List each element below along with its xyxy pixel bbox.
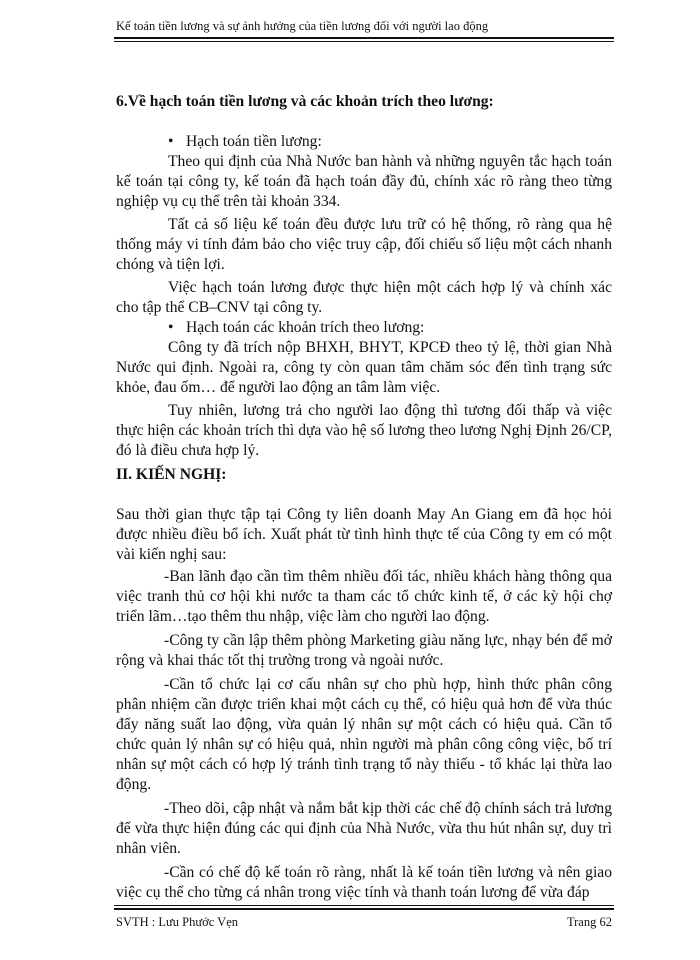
footer-rule-thin [114,905,614,906]
bullet-icon: • [168,133,174,150]
page-footer [114,903,614,930]
bullet-icon: • [168,319,174,336]
bullet-item [168,318,612,338]
bullet-label: Hạch toán tiền lương: [186,133,322,150]
paragraph: Việc hạch toán lương được thực hiện một cách hợp lý và chính xác cho tập thể CB–CNV tại công ty. [116,279,612,316]
footer-page-number: Trang 62 [566,915,612,929]
header-rule-thin [114,41,614,42]
footer-author: SVTH : Lưu Phước Vẹn [116,915,239,929]
section-2-title: II. KIẾN NGHỊ: [116,466,227,483]
header-title: Kế toán tiền lương và sự ảnh hưởng của tiền lương đối với người lao động [116,19,489,33]
paragraph: Tuy nhiên, lương trả cho người lao động thì tương đối thấp và việc thực hiện các khoản trích thì dựa vào hệ số lương theo lương Nghị Định 26/CP, đó là điều chưa hợp lý. [116,402,612,459]
paragraph: Công ty đã trích nộp BHXH, BHYT, KPCĐ theo tỷ lệ, thời gian Nhà Nước qui định. Ngoài ra, công ty còn quan tâm chăm sóc đến tình trạng sức khỏe, đau ốm… để người lao động an tâm làm việc. [116,339,612,396]
bullet-label: Hạch toán các khoản trích theo lương: [186,319,425,336]
header-rule-thick [114,37,614,39]
bullet-item [168,132,612,152]
recommendation: -Ban lãnh đạo cần tìm thêm nhiều đối tác, nhiều khách hàng thông qua việc tranh thủ cơ hội khi nước ta tham các tổ chức kinh tế, ở các kỳ hội chợ triển lãm…tạo thêm thu nhập, việc làm cho người lao động. [116,568,612,625]
page-header [114,18,614,42]
recommendation: -Công ty cần lập thêm phòng Marketing giàu năng lực, nhạy bén để mở rộng và khai thác tốt thị trường trong và ngoài nước. [116,632,612,669]
section-6-title: 6.Về hạch toán tiền lương và các khoản trích theo lương: [116,93,494,110]
paragraph: Tất cả số liệu kế toán đều được lưu trữ có hệ thống, rõ ràng qua hệ thống máy vi tính đảm bảo cho việc truy cập, đối chiếu số liệu một cách nhanh chóng và tiện lợi. [116,216,612,273]
paragraph: Theo qui định của Nhà Nước ban hành và những nguyên tắc hạch toán kế toán tại công ty, kế toán đã hạch toán đầy đủ, chính xác rõ ràng theo từng nghiệp vụ cụ thể trên tài khoản 334. [116,153,612,210]
recommendation: -Theo dõi, cập nhật và nắm bắt kịp thời các chế độ chính sách trả lương để vừa thực hiện đúng các qui định của Nhà Nước, vừa thu hút nhân sự, duy trì nhân viên. [116,800,612,857]
recommendation: -Cần có chế độ kế toán rõ ràng, nhất là kế toán tiền lương và nên giao việc cụ thể cho từng cá nhân trong việc tính và thanh toán lương để vừa đáp [116,864,612,901]
paragraph: Sau thời gian thực tập tại Công ty liên doanh May An Giang em đã học hỏi được nhiều điều bổ ích. Xuất phát từ tình hình thực tế của Công ty em có một vài kiến nghị sau: [116,506,612,563]
recommendation: -Cần tổ chức lại cơ cấu nhân sự cho phù hợp, hình thức phân công phân nhiệm cần được triển khai một cách cụ thể, có hiệu quả hơn để vừa thúc đẩy năng suất lao động, vừa quản lý nhân sự một cách có hiệu quả. Cần tổ chức quản lý nhân sự có hiệu quả, nhìn người mà phân công công việc, bố trí nhân sự một cách có hợp lý tránh tình trạng tổ này thiếu - tổ khác lại thừa lao động. [116,676,612,793]
page-body [116,92,612,903]
